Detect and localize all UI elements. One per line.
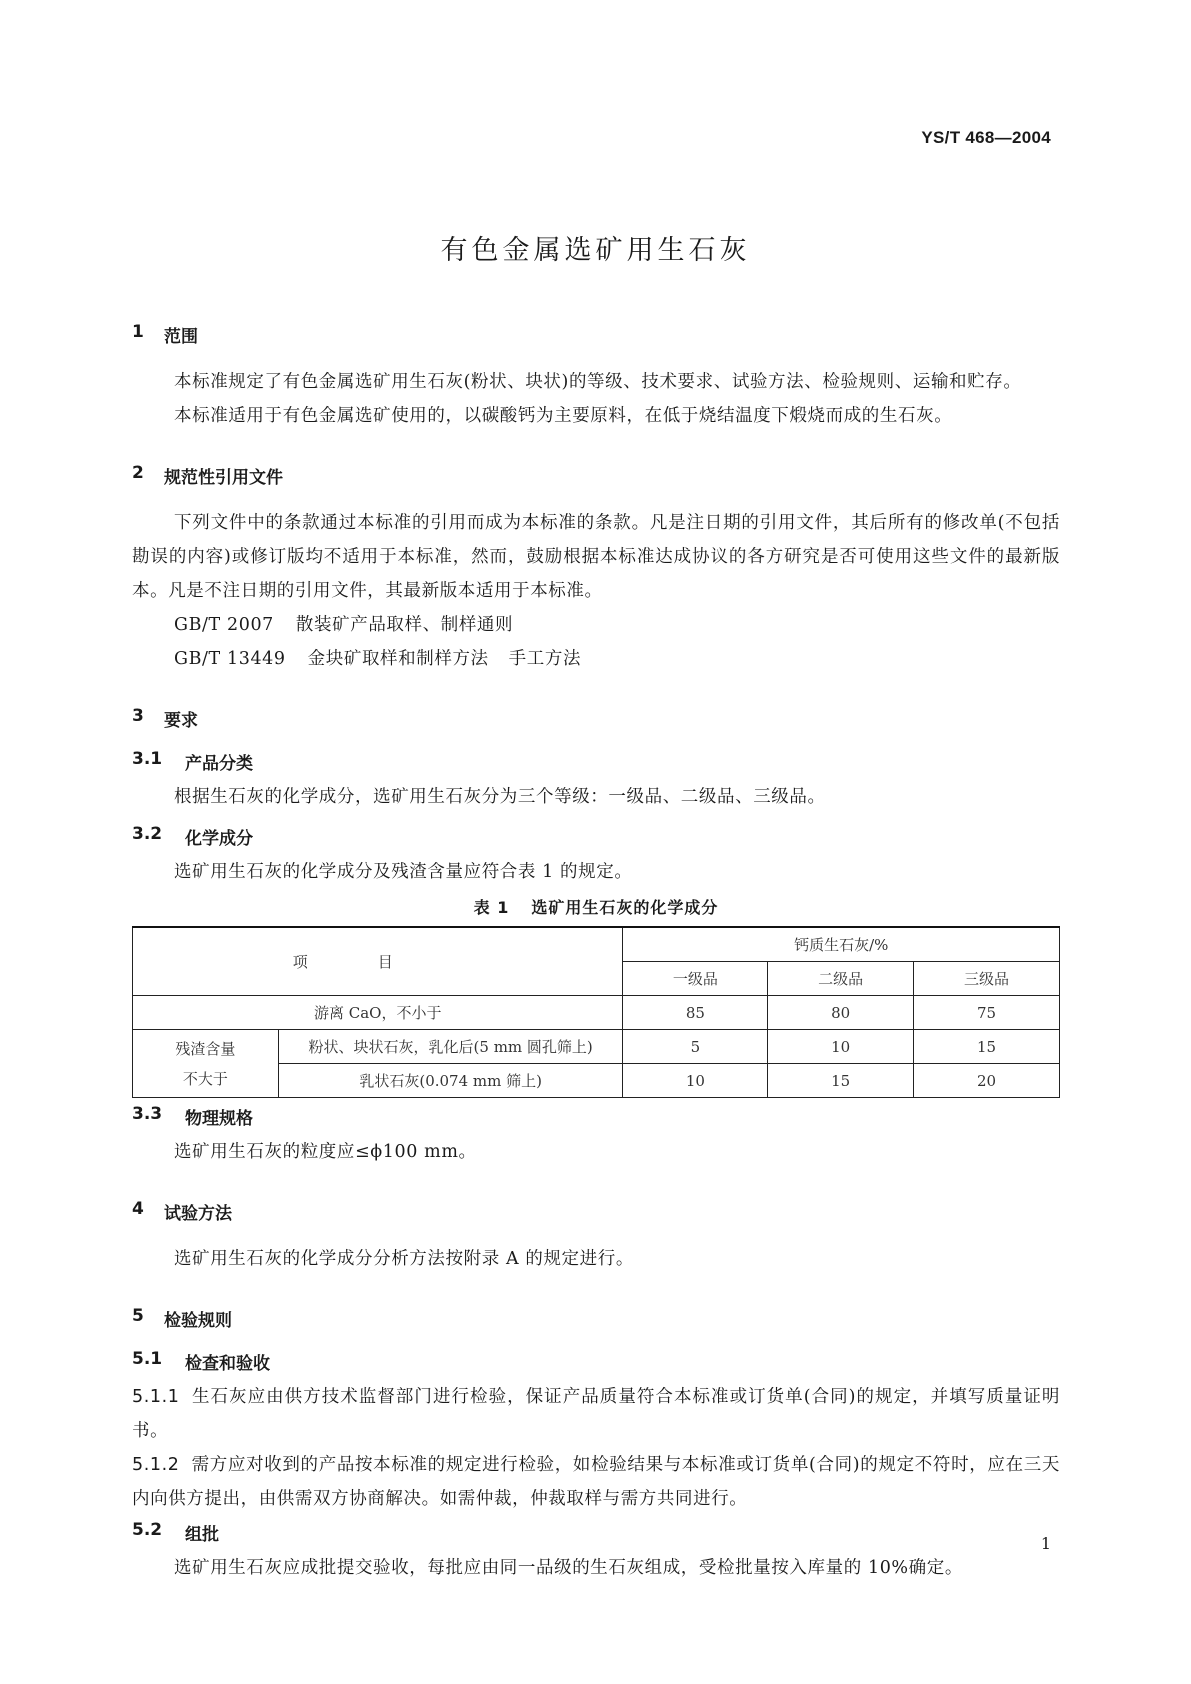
document-title: 有色金属选矿用生石灰 bbox=[440, 235, 751, 266]
reference-title: 金块矿取样和制样方法 bbox=[307, 649, 489, 669]
subsection-title: 检查和验收 bbox=[185, 1354, 270, 1374]
page-number: 1 bbox=[1040, 1534, 1051, 1553]
table-cell: 15 bbox=[768, 1064, 914, 1098]
clause-5-1-2 bbox=[132, 1448, 1060, 1516]
table-row bbox=[133, 996, 1060, 1030]
table-cell: 10 bbox=[623, 1064, 768, 1098]
subsection-number: 5.2 bbox=[132, 1520, 163, 1540]
section-5-1-heading bbox=[132, 1349, 1060, 1374]
subsection-title: 产品分类 bbox=[185, 754, 253, 774]
table-number: 表 1 bbox=[473, 898, 510, 917]
row-label: 粉状、块状石灰，乳化后(5 mm 圆孔筛上) bbox=[278, 1030, 623, 1064]
table-header-grade: 一级品 bbox=[623, 962, 768, 996]
table-1-caption bbox=[132, 895, 1060, 918]
row-label: 游离 CaO，不小于 bbox=[133, 996, 623, 1030]
clause-number: 5.1.1 bbox=[132, 1387, 180, 1407]
clause-5-1-1 bbox=[132, 1380, 1060, 1448]
document-body bbox=[132, 322, 1060, 1585]
section-5-heading bbox=[132, 1306, 1060, 1331]
section-3-2-paragraph: 选矿用生石灰的化学成分及残渣含量应符合表 1 的规定。 bbox=[174, 862, 633, 882]
normative-reference bbox=[132, 642, 1060, 676]
section-number: 2 bbox=[132, 463, 144, 483]
table-header-grade: 二级品 bbox=[768, 962, 914, 996]
residue-label-line-1: 残渣含量 bbox=[175, 1039, 236, 1058]
subsection-number: 3.2 bbox=[132, 824, 163, 844]
table-title: 选矿用生石灰的化学成分 bbox=[531, 898, 719, 917]
reference-code: GB/T 13449 bbox=[174, 649, 286, 669]
section-1-heading bbox=[132, 322, 1060, 347]
table-cell: 85 bbox=[623, 996, 768, 1030]
residue-group-label bbox=[133, 1030, 279, 1098]
subsection-title: 化学成分 bbox=[185, 829, 253, 849]
subsection-title: 组批 bbox=[185, 1525, 219, 1545]
row-label: 乳状石灰(0.074 mm 筛上) bbox=[278, 1064, 623, 1098]
section-3-3-heading bbox=[132, 1104, 1060, 1129]
table-header-item: 项目 bbox=[133, 927, 623, 996]
section-number: 3 bbox=[132, 706, 144, 726]
clause-number: 5.1.2 bbox=[132, 1455, 180, 1475]
section-title: 规范性引用文件 bbox=[164, 468, 283, 488]
section-3-3-paragraph: 选矿用生石灰的粒度应≤ϕ100 mm。 bbox=[174, 1142, 477, 1162]
section-5-2-heading bbox=[132, 1520, 1060, 1545]
section-4-heading bbox=[132, 1199, 1060, 1224]
table-cell: 75 bbox=[914, 996, 1060, 1030]
table-header-grade: 三级品 bbox=[914, 962, 1060, 996]
section-title: 范围 bbox=[164, 327, 198, 347]
section-title: 检验规则 bbox=[164, 1311, 232, 1331]
section-5-2-paragraph: 选矿用生石灰应成批提交验收，每批应由同一品级的生石灰组成，受检批量按入库量的 10%确定。 bbox=[174, 1558, 963, 1578]
chemical-composition-table bbox=[132, 926, 1060, 1098]
table-header-group: 钙质生石灰/% bbox=[623, 927, 1060, 962]
table-cell: 5 bbox=[623, 1030, 768, 1064]
clause-text: 生石灰应由供方技术监督部门进行检验，保证产品质量符合本标准或订货单(合同)的规定，并填写质量证明书。 bbox=[132, 1387, 1060, 1441]
table-cell: 10 bbox=[768, 1030, 914, 1064]
clause-text: 需方应对收到的产品按本标准的规定进行检验，如检验结果与本标准或订货单(合同)的规定不符时，应在三天内向供方提出，由供需双方协商解决。如需仲裁，仲裁取样与需方共同进行。 bbox=[132, 1455, 1060, 1509]
reference-title: 散装矿产品取样、制样通则 bbox=[295, 615, 514, 635]
reference-code: GB/T 2007 bbox=[174, 615, 274, 635]
table-row bbox=[133, 1030, 1060, 1064]
subsection-number: 3.1 bbox=[132, 749, 163, 769]
subsection-number: 5.1 bbox=[132, 1349, 163, 1369]
section-3-1-heading bbox=[132, 749, 1060, 774]
section-2-paragraph: 下列文件中的条款通过本标准的引用而成为本标准的条款。凡是注日期的引用文件，其后所有的修改单(不包括勘误的内容)或修订版均不适用于本标准，然而，鼓励根据本标准达成协议的各方研究是否可使用这些文件的最新版本。凡是不注日期的引用文件，其最新版本适用于本标准。 bbox=[132, 513, 1060, 601]
table-cell: 15 bbox=[914, 1030, 1060, 1064]
section-number: 4 bbox=[132, 1199, 144, 1219]
section-3-1-paragraph: 根据生石灰的化学成分，选矿用生石灰分为三个等级：一级品、二级品、三级品。 bbox=[174, 787, 826, 807]
standard-code: YS/T 468—2004 bbox=[921, 128, 1051, 147]
subsection-number: 3.3 bbox=[132, 1104, 163, 1124]
reference-subtitle: 手工方法 bbox=[508, 649, 582, 669]
table-cell: 20 bbox=[914, 1064, 1060, 1098]
table-cell: 80 bbox=[768, 996, 914, 1030]
section-title: 要求 bbox=[164, 711, 198, 731]
section-title: 试验方法 bbox=[164, 1204, 232, 1224]
section-3-heading bbox=[132, 706, 1060, 731]
section-3-2-heading bbox=[132, 824, 1060, 849]
section-1-paragraph-1: 本标准规定了有色金属选矿用生石灰(粉状、块状)的等级、技术要求、试验方法、检验规则、运输和贮存。 bbox=[174, 372, 1022, 392]
normative-reference bbox=[132, 608, 1060, 642]
residue-label-line-2: 不大于 bbox=[182, 1069, 228, 1088]
subsection-title: 物理规格 bbox=[185, 1109, 253, 1129]
section-2-heading bbox=[132, 463, 1060, 488]
section-number: 5 bbox=[132, 1306, 144, 1326]
section-number: 1 bbox=[132, 322, 144, 342]
section-1-paragraph-2: 本标准适用于有色金属选矿使用的，以碳酸钙为主要原料，在低于烧结温度下煅烧而成的生石灰。 bbox=[174, 406, 953, 426]
section-4-paragraph: 选矿用生石灰的化学成分分析方法按附录 A 的规定进行。 bbox=[174, 1249, 634, 1269]
